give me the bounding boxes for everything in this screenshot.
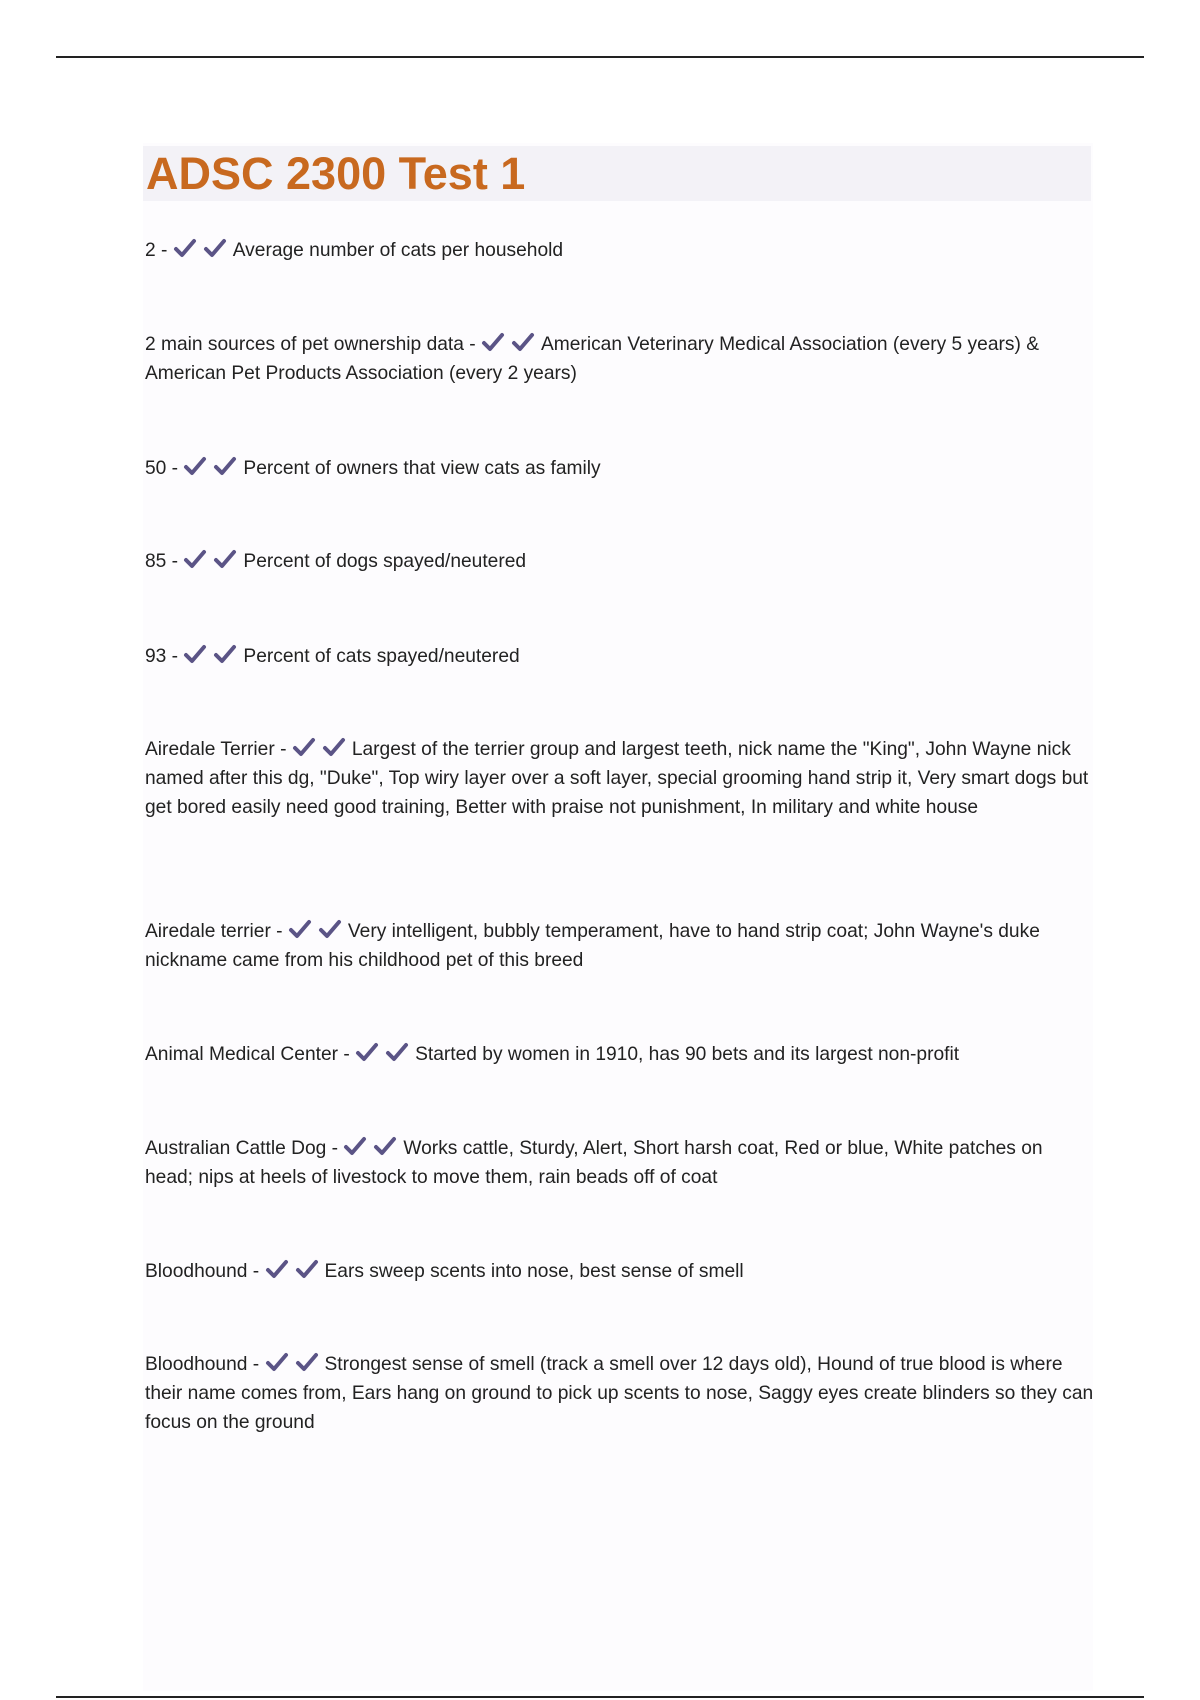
entry-definition: Ears sweep scents into nose, best sense of smell <box>324 1261 744 1282</box>
check-icon <box>173 237 197 259</box>
check-icon <box>288 918 312 940</box>
check-icon <box>213 643 237 665</box>
check-icon <box>322 736 346 758</box>
entry-definition: Average number of cats per household <box>232 240 564 261</box>
check-icon <box>318 918 342 940</box>
term-separator: - <box>463 334 481 355</box>
check-icon <box>213 455 237 477</box>
term-separator: - <box>326 1138 344 1159</box>
check-icon <box>511 331 535 353</box>
flashcard-entry <box>145 547 1095 576</box>
entry-definition: Works cattle, Sturdy, Alert, Short harsh coat, Red or blue, White patches on head; nips at heels of livestock to move them, rain beads off of coat <box>145 1138 1043 1188</box>
entry-definition: Started by women in 1910, has 90 bets and its largest non-profit <box>415 1044 960 1065</box>
entry-definition: Largest of the terrier group and largest teeth, nick name the "King", John Wayne nick named after this dg, "Duke", Top wiry layer over a soft layer, special grooming hand strip it, Very smart dogs but get bored easily need good training, Better with praise not punishment, In military and white house <box>145 739 1089 818</box>
title-band <box>143 146 1091 201</box>
term-separator: - <box>166 458 184 479</box>
entry-term: 93 <box>145 646 167 667</box>
entry-term: 50 <box>145 458 167 479</box>
term-separator: - <box>166 646 184 667</box>
flashcard-entry <box>145 1350 1095 1437</box>
check-icon <box>385 1041 409 1063</box>
flashcard-entry <box>145 735 1095 822</box>
entry-definition: Percent of owners that view cats as family <box>243 458 601 479</box>
check-icon <box>295 1351 319 1373</box>
flashcard-entry <box>145 454 1095 483</box>
flashcard-entry <box>145 330 1095 388</box>
entry-term: Bloodhound <box>145 1261 248 1282</box>
flashcard-entry <box>145 1040 1095 1069</box>
check-icon <box>183 643 207 665</box>
entry-definition: Strongest sense of smell (track a smell over 12 days old), Hound of true blood is where their name comes from, Ears hang on ground to pick up scents to nose, Saggy eyes create blinders so they can focus on the ground <box>145 1354 1094 1433</box>
flashcard-entry <box>145 642 1095 671</box>
term-separator: - <box>270 921 288 942</box>
top-rule <box>56 56 1144 58</box>
check-icon <box>213 548 237 570</box>
check-icon <box>183 548 207 570</box>
term-separator: - <box>155 240 173 261</box>
flashcard-entry <box>145 1134 1095 1192</box>
entry-term: Animal Medical Center <box>145 1044 339 1065</box>
check-icon <box>295 1258 319 1280</box>
check-icon <box>373 1135 397 1157</box>
term-separator: - <box>338 1044 356 1065</box>
check-icon <box>292 736 316 758</box>
entry-definition: American Veterinary Medical Association (every 5 years) & American Pet Products Association (every 2 years) <box>145 334 1039 384</box>
entry-term: Bloodhound <box>145 1354 248 1375</box>
entry-definition: Very intelligent, bubbly temperament, have to hand strip coat; John Wayne's duke nickname came from his childhood pet of this breed <box>145 921 1040 971</box>
check-icon <box>481 331 505 353</box>
entry-term: Airedale terrier <box>145 921 271 942</box>
check-icon <box>343 1135 367 1157</box>
term-separator: - <box>274 739 292 760</box>
entry-definition: Percent of dogs spayed/neutered <box>243 551 527 572</box>
check-icon <box>183 455 207 477</box>
term-separator: - <box>247 1261 265 1282</box>
term-separator: - <box>247 1354 265 1375</box>
document-page <box>143 143 1093 1691</box>
flashcard-entry <box>145 917 1095 975</box>
flashcard-entry <box>145 1257 1095 1286</box>
check-icon <box>265 1351 289 1373</box>
entry-term: 85 <box>145 551 167 572</box>
term-separator: - <box>166 551 184 572</box>
check-icon <box>265 1258 289 1280</box>
entry-term: Australian Cattle Dog <box>145 1138 327 1159</box>
entry-term: 2 main sources of pet ownership data <box>145 334 464 355</box>
check-icon <box>355 1041 379 1063</box>
document-title: ADSC 2300 Test 1 <box>146 148 526 199</box>
check-icon <box>203 237 227 259</box>
bottom-rule <box>56 1696 1144 1698</box>
flashcard-entry <box>145 236 1095 265</box>
entry-term: Airedale Terrier <box>145 739 275 760</box>
entry-term: 2 <box>145 240 156 261</box>
entry-definition: Percent of cats spayed/neutered <box>243 646 520 667</box>
